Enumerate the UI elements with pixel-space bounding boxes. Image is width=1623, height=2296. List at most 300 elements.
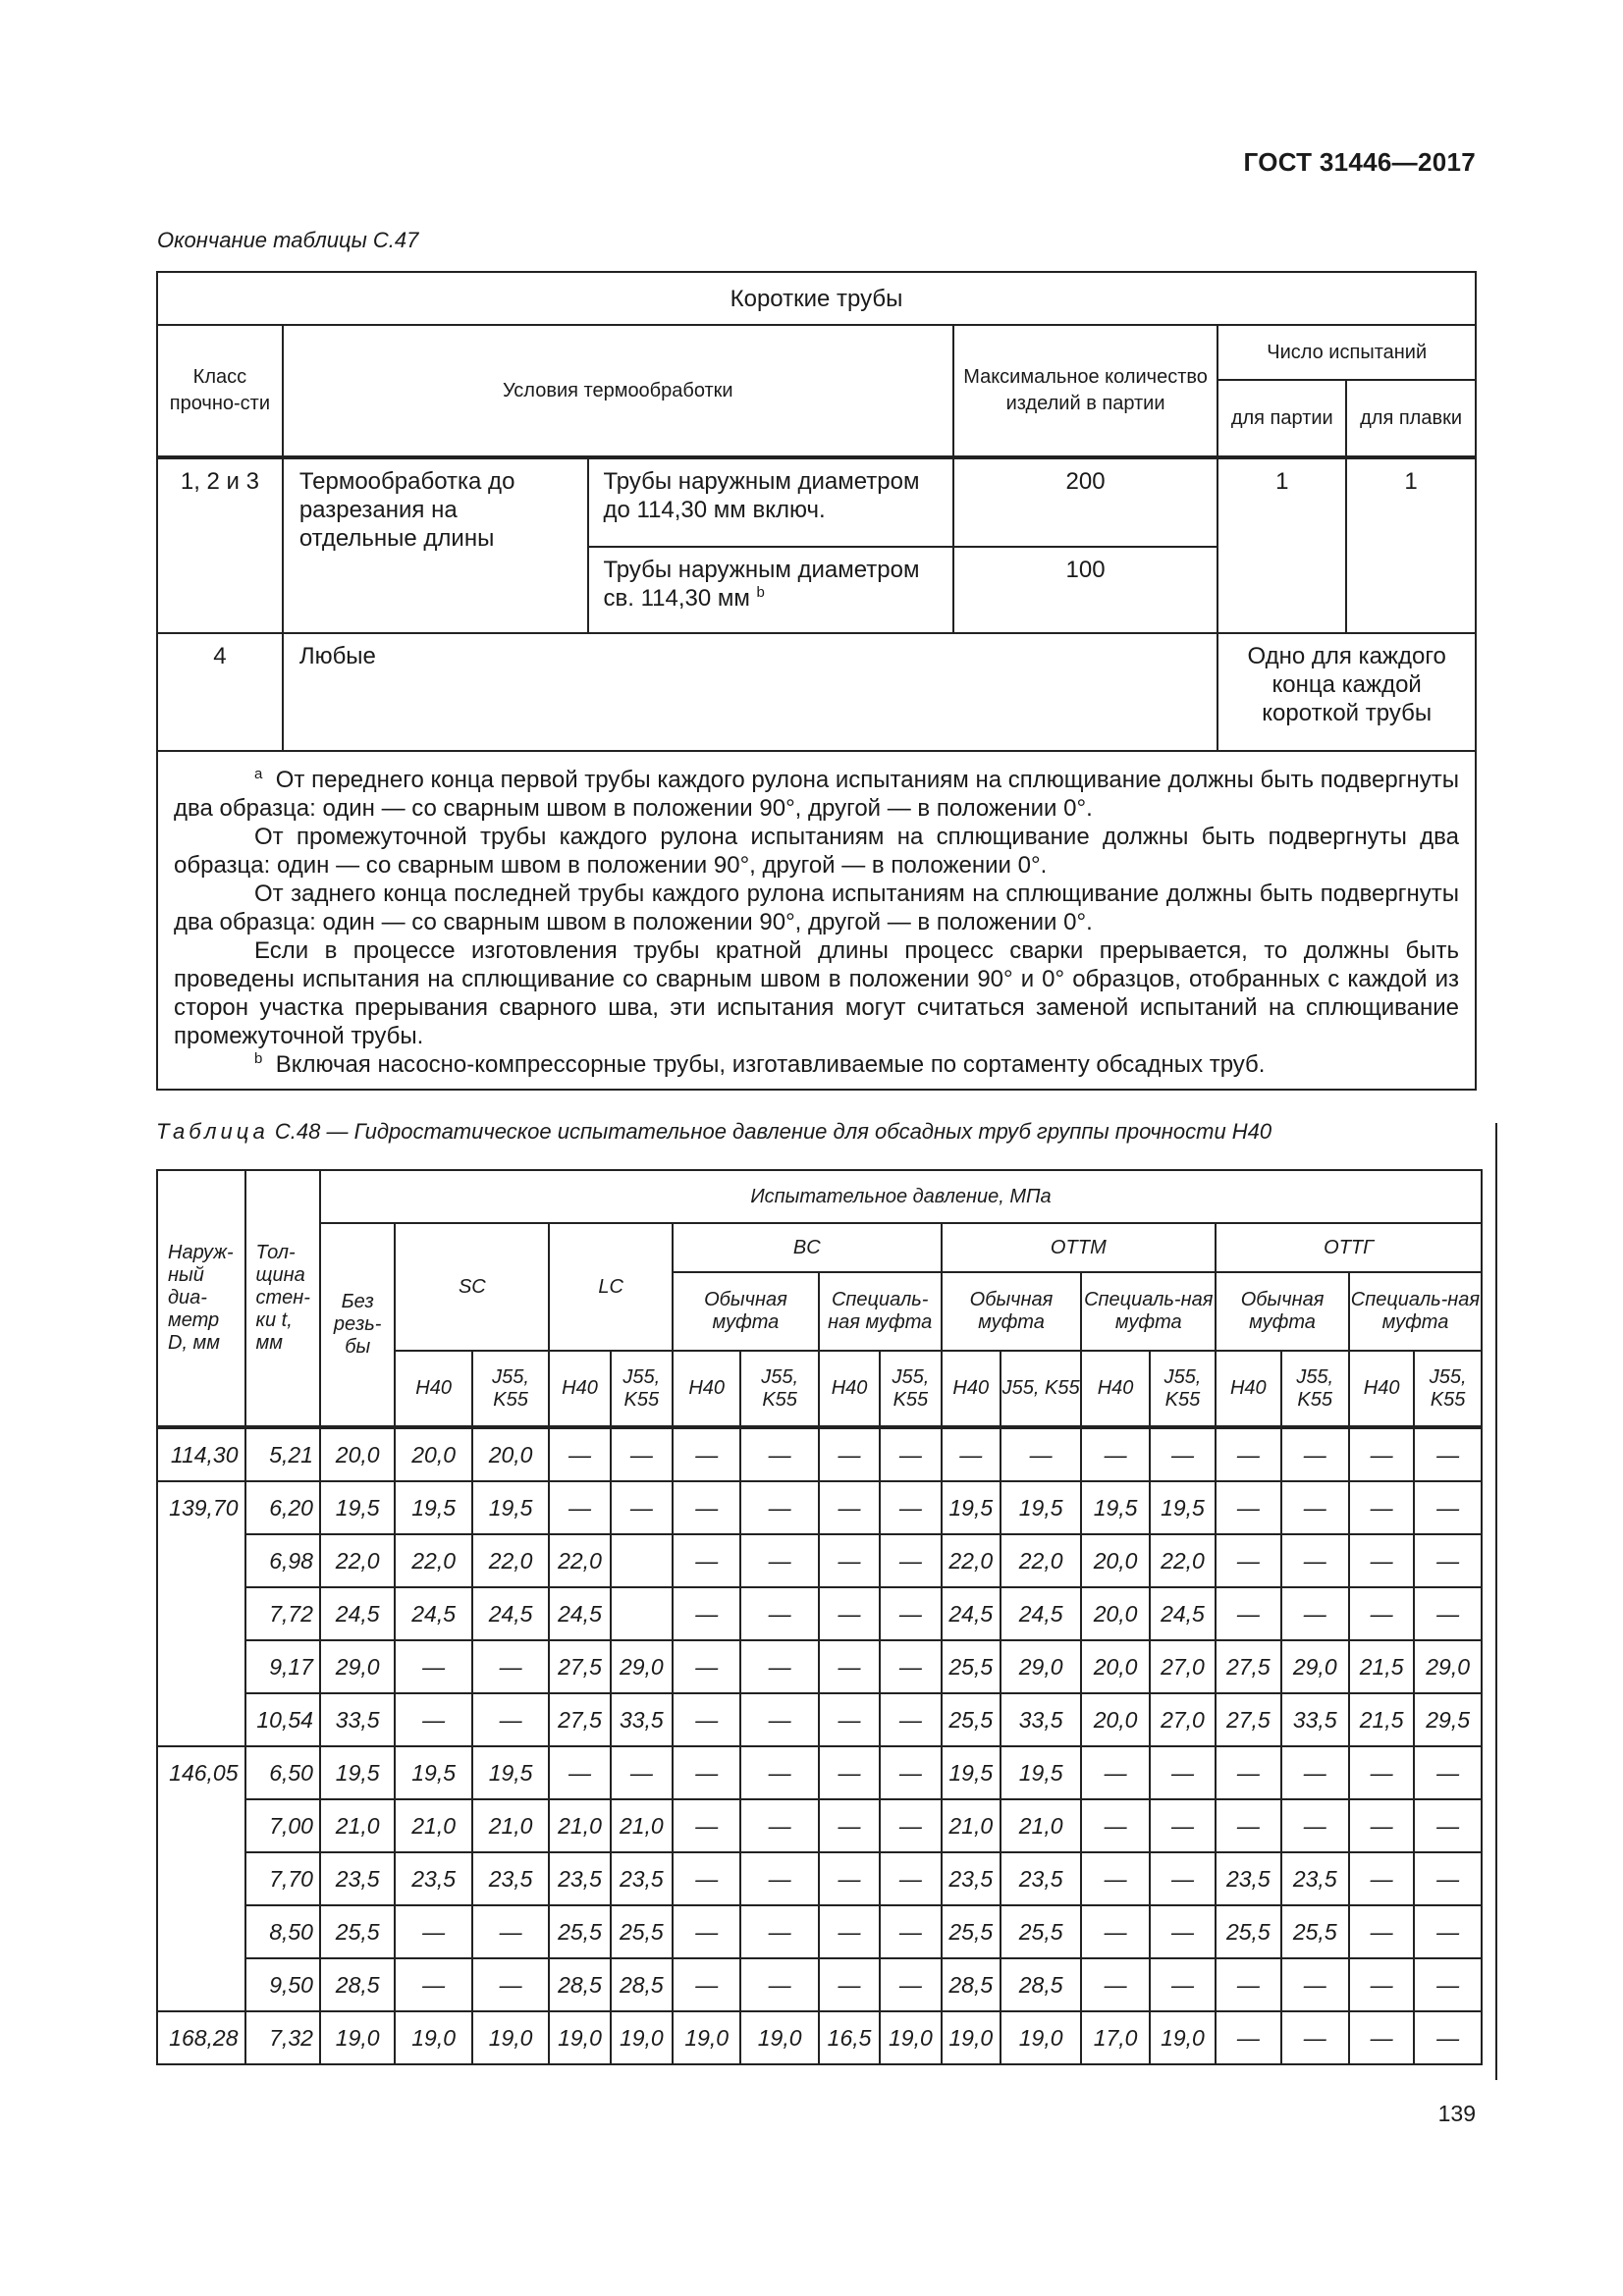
header-klass: Класс прочно-сти [157,325,283,457]
cell-pressure: 21,0 [1001,1799,1081,1852]
header-bc-special: Специаль-ная муфта [819,1272,942,1351]
cell-pressure: — [673,1693,740,1746]
cell-pressure: 19,5 [1001,1481,1081,1534]
cell-pressure: — [673,1640,740,1693]
cell-pressure: 28,5 [549,1958,610,2011]
header-grade-j55-k55: J55, K55 [740,1351,818,1427]
cell-pressure: 24,5 [549,1587,610,1640]
header-grade-h40: Н40 [942,1351,1001,1427]
cell-pressure: — [819,1640,880,1693]
cell-pressure: — [472,1640,549,1693]
cell-wall: 5,21 [245,1427,320,1481]
cell-pressure: 29,5 [1414,1693,1482,1746]
header-usloviya: Условия термообработки [283,325,953,457]
cell-pressure: 19,0 [549,2011,610,2064]
cell-pressure: — [1349,2011,1414,2064]
cell-pressure: — [819,1534,880,1587]
cell-pressure: 21,0 [611,1799,673,1852]
cell-pressure: 24,5 [320,1587,395,1640]
cell-pressure: 19,5 [395,1481,471,1534]
footnote-a-2: От промежуточной трубы каждого рулона испытаниям на сплющивание должны быть подвергнуты два образца: один — со сварным швом в положении 90°, другой — в положении 0°. [174,824,1459,879]
cell-pressure: — [1414,1481,1482,1534]
header-grade-h40: Н40 [1081,1351,1149,1427]
cell-pressure: — [740,1693,818,1746]
cell-pressure: 24,5 [395,1587,471,1640]
cell-pressure: 19,5 [320,1481,395,1534]
cell-pressure: 17,0 [1081,2011,1149,2064]
cell-pressure: — [1349,1587,1414,1640]
cell-wall: 8,50 [245,1905,320,1958]
cell-pressure: — [1001,1427,1081,1481]
document-standard-number: ГОСТ 31446—2017 [1243,147,1476,177]
cell-pressure: — [395,1905,471,1958]
cell-pressure: — [880,1640,941,1693]
cell-pressure: 19,0 [320,2011,395,2064]
cell-pressure: 19,0 [942,2011,1001,2064]
header-bc-regular: Обычная муфта [673,1272,819,1351]
cell-pressure: — [1281,1958,1349,2011]
cell-pressure [611,1534,673,1587]
cell-pressure [611,1587,673,1640]
cell-pressure: 27,5 [1216,1640,1280,1693]
header-dlya-partii: для партии [1217,380,1346,457]
cell-pressure: 24,5 [1150,1587,1216,1640]
cell-pressure: 27,0 [1150,1693,1216,1746]
cell-pressure: — [880,1746,941,1799]
header-ottm-regular: Обычная муфта [942,1272,1082,1351]
short-pipes-table [156,271,1477,1091]
cell-pressure: — [1216,1587,1280,1640]
cell-pressure: — [740,1746,818,1799]
cell-diameter [157,1534,245,1587]
header-bc: BC [673,1223,942,1272]
table-row [157,1958,1482,2011]
header-grade-j55-k55: J55, K55 [1414,1351,1482,1427]
cell-pressure: 28,5 [611,1958,673,2011]
cell-pressure: — [740,1534,818,1587]
cell-pressure: — [1216,1481,1280,1534]
cell-pressure: — [673,1958,740,2011]
table-row [157,2011,1482,2064]
cell-pressure: 28,5 [320,1958,395,2011]
row-subtype-1: Трубы наружным диаметром до 114,30 мм включ. [588,457,952,547]
row-max-2: 100 [953,547,1218,633]
cell-pressure: — [673,1905,740,1958]
cell-pressure: 19,0 [880,2011,941,2064]
cell-pressure: 23,5 [395,1852,471,1905]
cell-pressure: — [880,1534,941,1587]
cell-pressure: — [1349,1427,1414,1481]
cell-pressure: 29,0 [1001,1640,1081,1693]
cell-wall: 10,54 [245,1693,320,1746]
cell-pressure: — [673,1799,740,1852]
cell-pressure: 23,5 [1001,1852,1081,1905]
cell-diameter [157,1587,245,1640]
cell-wall: 7,70 [245,1852,320,1905]
cell-pressure: 25,5 [1281,1905,1349,1958]
cell-pressure: 20,0 [320,1427,395,1481]
cell-pressure: — [1414,1905,1482,1958]
footnote-a-3: От заднего конца последней трубы каждого рулона испытаниям на сплющивание должны быть подвергнуты два образца: один — со сварным швом в положении 90°, другой — в положении 0°. [174,881,1459,935]
header-ottm-special: Специаль-ная муфта [1081,1272,1216,1351]
table-c48-caption: Таблица С.48 — Гидростатическое испытательное давление для обсадных труб группы прочности Н40 [156,1119,1272,1144]
row-condition: Термообработка до разрезания на отдельные длины [283,457,589,633]
cell-pressure: 16,5 [819,2011,880,2064]
cell-pressure: 20,0 [1081,1534,1149,1587]
cell-pressure: 23,5 [320,1852,395,1905]
cell-pressure: — [819,1427,880,1481]
header-pressure: Испытательное давление, МПа [320,1170,1482,1223]
table-row [157,1852,1482,1905]
cell-pressure: 22,0 [942,1534,1001,1587]
cell-pressure: 21,5 [1349,1693,1414,1746]
cell-pressure: — [1281,1534,1349,1587]
cell-pressure: — [740,1852,818,1905]
cell-pressure: 21,0 [472,1799,549,1852]
cell-wall: 6,98 [245,1534,320,1587]
cell-pressure: — [1414,2011,1482,2064]
cell-diameter [157,1958,245,2011]
cell-pressure: 24,5 [472,1587,549,1640]
margin-line [1495,1123,1497,2080]
table-row [157,1427,1482,1481]
cell-pressure: 22,0 [1001,1534,1081,1587]
hydrostatic-pressure-table [156,1169,1483,2065]
header-grade-j55-k55: J55, K55 [1001,1351,1081,1427]
cell-pressure: 21,0 [320,1799,395,1852]
cell-pressure: — [472,1958,549,2011]
cell-pressure: 33,5 [1281,1693,1349,1746]
cell-pressure: — [1150,1905,1216,1958]
cell-pressure: — [880,1427,941,1481]
footnote-a-4: Если в процессе изготовления трубы кратной длины процесс сварки прерывается, то должны быть проведены испытания на сплющивание со сварным швом в положении 90° и 0° образцов, отобранных с каждой из сторон участка прерывания сварного шва, эти испытания могут считаться заменой испытаний на сплющивание промежуточной трубы. [174,937,1459,1049]
cell-pressure: 28,5 [1001,1958,1081,2011]
cell-pressure: — [740,1905,818,1958]
cell-pressure: — [673,1534,740,1587]
cell-pressure: 25,5 [549,1905,610,1958]
cell-pressure: — [549,1427,610,1481]
cell-pressure: 27,0 [1150,1640,1216,1693]
cell-pressure: — [1081,1746,1149,1799]
cell-pressure: 20,0 [1081,1640,1149,1693]
cell-pressure: — [740,1958,818,2011]
table-row [157,1746,1482,1799]
cell-pressure: 19,5 [320,1746,395,1799]
cell-diameter [157,1640,245,1693]
row-plavki: 1 [1346,457,1476,633]
cell-pressure: — [1081,1958,1149,2011]
cell-pressure: 25,5 [942,1905,1001,1958]
table-title: Короткие трубы [157,272,1476,325]
cell-pressure: 33,5 [611,1693,673,1746]
cell-pressure: — [673,1746,740,1799]
table-row [157,1481,1482,1534]
cell-pressure: — [395,1693,471,1746]
cell-pressure: — [819,1587,880,1640]
cell-pressure: 25,5 [942,1693,1001,1746]
cell-pressure: — [673,1481,740,1534]
header-sc: SC [395,1223,549,1351]
cell-pressure: 25,5 [1216,1905,1280,1958]
header-ottg-special: Специаль-ная муфта [1349,1272,1482,1351]
header-max-kol: Максимальное количество изделий в партии [953,325,1218,457]
cell-pressure: 19,5 [395,1746,471,1799]
table-row [157,1587,1482,1640]
cell-pressure: 19,5 [942,1746,1001,1799]
header-grade-h40: Н40 [1349,1351,1414,1427]
table-row [157,1693,1482,1746]
cell-pressure: — [880,1905,941,1958]
cell-diameter [157,1905,245,1958]
cell-pressure: 19,5 [472,1746,549,1799]
cell-pressure: — [673,1852,740,1905]
cell-pressure: 20,0 [472,1427,549,1481]
cell-pressure: — [1281,1427,1349,1481]
cell-pressure: — [819,1958,880,2011]
cell-pressure: 23,5 [1216,1852,1280,1905]
cell-diameter [157,1799,245,1852]
cell-pressure: — [549,1481,610,1534]
cell-pressure: 23,5 [942,1852,1001,1905]
table-row [157,1640,1482,1693]
cell-pressure: 19,0 [1001,2011,1081,2064]
footnote-b: $^b$ Включая насосно-компрессорные трубы, изготавливаемые по сортаменту обсадных труб. [254,1050,1266,1078]
cell-pressure: 23,5 [472,1852,549,1905]
cell-pressure: 33,5 [320,1693,395,1746]
row-klass: 1, 2 и 3 [157,457,283,633]
row-subtype-2: Трубы наружным диаметром св. 114,30 мм $^b$ [588,547,952,633]
cell-pressure: — [1281,1481,1349,1534]
cell-pressure: — [1281,1799,1349,1852]
cell-pressure: — [1414,1799,1482,1852]
cell-pressure: — [819,1693,880,1746]
cell-pressure: — [673,1587,740,1640]
cell-pressure: — [1414,1958,1482,2011]
header-ottg-regular: Обычная муфта [1216,1272,1349,1351]
cell-pressure: — [819,1481,880,1534]
cell-pressure: 29,0 [320,1640,395,1693]
cell-pressure: 22,0 [472,1534,549,1587]
cell-diameter: 139,70 [157,1481,245,1534]
cell-pressure: — [1281,1587,1349,1640]
header-lc: LC [549,1223,673,1351]
cell-pressure: 21,0 [549,1799,610,1852]
cell-pressure: 29,0 [611,1640,673,1693]
cell-pressure: — [740,1799,818,1852]
cell-wall: 6,20 [245,1481,320,1534]
cell-pressure: — [1150,1799,1216,1852]
cell-pressure: — [880,1693,941,1746]
cell-pressure: 23,5 [1281,1852,1349,1905]
cell-pressure: — [1216,2011,1280,2064]
row-partii: 1 [1217,457,1346,633]
header-ottg: ОТТГ [1216,1223,1482,1272]
cell-pressure: — [1349,1852,1414,1905]
cell-pressure: — [1150,1746,1216,1799]
row4-condition: Любые [283,633,1218,751]
cell-pressure: — [1150,1427,1216,1481]
cell-pressure: — [472,1693,549,1746]
cell-pressure: — [819,1905,880,1958]
header-dlya-plavki: для плавки [1346,380,1476,457]
cell-pressure: — [740,1481,818,1534]
cell-pressure: — [740,1640,818,1693]
cell-pressure: 20,0 [1081,1587,1149,1640]
cell-pressure: — [1216,1958,1280,2011]
cell-pressure: 22,0 [395,1534,471,1587]
row-max-1: 200 [953,457,1218,547]
cell-pressure: 19,5 [472,1481,549,1534]
cell-pressure: — [1349,1746,1414,1799]
cell-wall: 6,50 [245,1746,320,1799]
cell-pressure: 27,5 [549,1693,610,1746]
cell-pressure: 22,0 [320,1534,395,1587]
row4-tests: Одно для каждого конца каждой короткой трубы [1217,633,1476,751]
header-plain: Без резь-бы [320,1223,395,1427]
header-chislo: Число испытаний [1217,325,1476,380]
cell-pressure: — [880,1799,941,1852]
header-diameter: Наруж-ный диа-метр D, мм [157,1170,245,1427]
cell-pressure: — [1081,1427,1149,1481]
cell-pressure: — [1349,1534,1414,1587]
footnote-a-1: $^a$ От переднего конца первой трубы каждого рулона испытаниям на сплющивание должны быть подвергнуты два образца: один — со сварным швом в положении 90°, другой — в положении 0°. [174,766,1459,822]
cell-pressure: — [1081,1799,1149,1852]
cell-pressure: 23,5 [549,1852,610,1905]
cell-pressure: — [740,1587,818,1640]
cell-pressure: 25,5 [1001,1905,1081,1958]
cell-pressure: — [1349,1905,1414,1958]
cell-pressure: 25,5 [942,1640,1001,1693]
cell-pressure: 21,0 [942,1799,1001,1852]
cell-pressure: 19,0 [673,2011,740,2064]
cell-pressure: — [819,1746,880,1799]
cell-pressure: — [1414,1427,1482,1481]
cell-pressure: — [1150,1958,1216,2011]
cell-pressure: — [1281,2011,1349,2064]
cell-pressure: 19,0 [472,2011,549,2064]
cell-pressure: 23,5 [611,1852,673,1905]
cell-pressure: 29,0 [1281,1640,1349,1693]
cell-wall: 7,00 [245,1799,320,1852]
table-row [157,1534,1482,1587]
cell-pressure: — [1081,1852,1149,1905]
cell-diameter: 146,05 [157,1746,245,1799]
cell-pressure: 19,0 [611,2011,673,2064]
cell-pressure: — [1414,1852,1482,1905]
cell-pressure: — [673,1427,740,1481]
cell-pressure: — [1216,1746,1280,1799]
cell-pressure: 21,5 [1349,1640,1414,1693]
cell-pressure: 27,5 [1216,1693,1280,1746]
cell-pressure: 24,5 [942,1587,1001,1640]
cell-wall: 9,50 [245,1958,320,2011]
cell-pressure: — [880,1481,941,1534]
table-continuation-caption: Окончание таблицы С.47 [157,228,419,252]
cell-pressure: — [611,1746,673,1799]
cell-pressure: — [1349,1799,1414,1852]
cell-diameter [157,1693,245,1746]
cell-pressure: — [549,1746,610,1799]
cell-wall: 7,32 [245,2011,320,2064]
cell-pressure: — [880,1587,941,1640]
header-grade-h40: Н40 [673,1351,740,1427]
cell-pressure: — [1081,1905,1149,1958]
header-grade-h40: Н40 [395,1351,471,1427]
cell-pressure: 19,5 [1081,1481,1149,1534]
header-grade-j55-k55: J55, K55 [880,1351,941,1427]
cell-pressure: — [1216,1534,1280,1587]
cell-pressure: 20,0 [395,1427,471,1481]
cell-pressure: 22,0 [549,1534,610,1587]
header-grade-h40: Н40 [549,1351,610,1427]
cell-pressure: — [1414,1587,1482,1640]
table-row [157,1799,1482,1852]
cell-pressure: — [1349,1481,1414,1534]
cell-pressure: 19,0 [740,2011,818,2064]
cell-pressure: — [819,1799,880,1852]
cell-pressure: 20,0 [1081,1693,1149,1746]
cell-diameter: 168,28 [157,2011,245,2064]
cell-pressure: — [1414,1746,1482,1799]
cell-pressure: — [611,1427,673,1481]
cell-pressure: 19,0 [395,2011,471,2064]
cell-pressure: — [740,1427,818,1481]
cell-pressure: — [1216,1427,1280,1481]
cell-pressure: — [395,1958,471,2011]
cell-pressure: 21,0 [395,1799,471,1852]
cell-pressure: 19,5 [942,1481,1001,1534]
cell-pressure: 25,5 [611,1905,673,1958]
cell-pressure: 29,0 [1414,1640,1482,1693]
cell-pressure: — [1281,1746,1349,1799]
cell-pressure: 19,5 [1150,1481,1216,1534]
header-grade-j55-k55: J55, K55 [1150,1351,1216,1427]
cell-pressure: — [942,1427,1001,1481]
header-wall: Тол-щина стен-ки t, мм [245,1170,320,1427]
table-row [157,1905,1482,1958]
cell-pressure: — [1349,1958,1414,2011]
cell-pressure: — [395,1640,471,1693]
cell-pressure: — [611,1481,673,1534]
cell-pressure: 33,5 [1001,1693,1081,1746]
header-grade-h40: Н40 [819,1351,880,1427]
cell-pressure: 25,5 [320,1905,395,1958]
cell-pressure: 28,5 [942,1958,1001,2011]
cell-pressure: — [1150,1852,1216,1905]
footnotes [157,751,1476,1090]
cell-diameter [157,1852,245,1905]
cell-wall: 7,72 [245,1587,320,1640]
cell-pressure: 27,5 [549,1640,610,1693]
page-number: 139 [1437,2101,1476,2126]
cell-pressure: — [819,1852,880,1905]
cell-pressure: — [1414,1534,1482,1587]
row4-klass: 4 [157,633,283,751]
header-grade-h40: Н40 [1216,1351,1280,1427]
cell-pressure: 19,0 [1150,2011,1216,2064]
cell-pressure: — [472,1905,549,1958]
cell-pressure: 24,5 [1001,1587,1081,1640]
cell-diameter: 114,30 [157,1427,245,1481]
cell-wall: 9,17 [245,1640,320,1693]
cell-pressure: — [880,1958,941,2011]
cell-pressure: 19,5 [1001,1746,1081,1799]
header-ottm: ОТТМ [942,1223,1217,1272]
header-grade-j55-k55: J55, K55 [611,1351,673,1427]
header-grade-j55-k55: J55, K55 [472,1351,549,1427]
cell-pressure: — [880,1852,941,1905]
cell-pressure: — [1216,1799,1280,1852]
